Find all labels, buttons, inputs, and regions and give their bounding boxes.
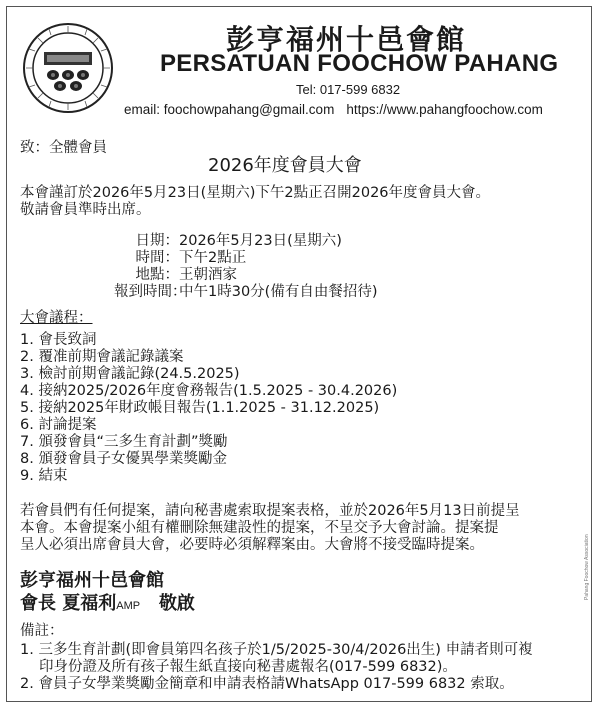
org-name-chinese: 彭亨福州十邑會館 [226, 23, 467, 56]
agenda-item: 4. 接納2025/2026年度會務報告(1.5.2025 - 30.4.2026) [20, 383, 398, 399]
honorific: AMP [116, 600, 141, 612]
agenda-title: 大會議程： [20, 310, 93, 326]
agenda-item: 6. 討論提案 [20, 417, 97, 433]
detail-date [114, 233, 342, 250]
notice-title: 2026年度會員大會 [208, 155, 362, 176]
email[interactable]: email: foochowpahang@gmail.com [124, 102, 335, 117]
intro-line-2: 敬請會員準時出席。 [20, 202, 151, 218]
president-name: 會長 夏福利 [20, 593, 117, 614]
signature-president [20, 593, 195, 617]
signature-org: 彭亨福州十邑會館 [20, 570, 164, 591]
agenda-item: 5. 接納2025年財政帳目報告(1.1.2025 - 31.12.2025) [20, 400, 380, 416]
closing: 敬啟 [158, 593, 195, 614]
detail-label: 日期： [135, 233, 179, 249]
agenda-item: 2. 覆准前期會議記錄議案 [20, 349, 184, 365]
note-line: 印身份證及所有孩子報生紙直接向秘書處報名(017-599 6832)。 [39, 659, 457, 675]
agenda-item: 9. 結束 [20, 468, 68, 484]
contact-line [124, 102, 543, 117]
association-emblem-icon [22, 22, 114, 114]
proposal-text-line: 呈人必須出席會員大會，必要時必須解釋案由。大會將不接受臨時提案。 [20, 537, 484, 553]
agenda-item: 1. 會長致詞 [20, 332, 97, 348]
detail-venue [114, 267, 237, 284]
detail-value: 王朝酒家 [179, 267, 237, 283]
proposal-text-line: 本會。本會提案小組有權刪除無建設性的提案，不呈交予大會討論。提案提 [20, 520, 499, 536]
detail-label: 地點： [135, 267, 179, 283]
agenda-item: 8. 頒發會員子女優異學業獎勵金 [20, 451, 227, 467]
note-line: 2. 會員子女學業獎勵金簡章和申請表格請WhatsApp 017-599 6832 索取。 [20, 676, 514, 692]
agenda-item: 3. 檢討前期會議記錄(24.5.2025) [20, 366, 240, 382]
detail-registration [114, 284, 378, 301]
detail-time [114, 250, 246, 267]
notes-title: 備註： [20, 623, 64, 639]
note-line: 1. 三多生育計劃(即會員第四名孩子於1/5/2025-30/4/2026出生) 申請者則可複 [20, 642, 533, 658]
telephone: Tel: 017-599 6832 [296, 82, 401, 97]
addressee: 致：全體會員 [20, 140, 107, 156]
intro-line-1: 本會謹訂於2026年5月23日(星期六)下午2點正召開2026年度會員大會。 [20, 185, 491, 201]
website-link[interactable]: https://www.pahangfoochow.com [346, 102, 543, 117]
org-name-english: PERSATUAN FOOCHOW PAHANG [160, 50, 559, 77]
detail-label: 時間： [135, 250, 179, 266]
detail-value: 中午1時30分(備有自由餐招待) [179, 284, 378, 300]
detail-label: 報到時間： [114, 284, 187, 300]
proposal-text-line: 若會員們有任何提案，請向秘書處索取提案表格，並於2026年5月13日前提呈 [20, 503, 520, 519]
agenda-item: 7. 頒發會員“三多生育計劃”獎勵 [20, 434, 228, 450]
margin-text: Pahang Foochow Association [584, 534, 590, 600]
detail-value: 下午2點正 [179, 250, 247, 266]
detail-value: 2026年5月23日(星期六) [179, 233, 342, 249]
